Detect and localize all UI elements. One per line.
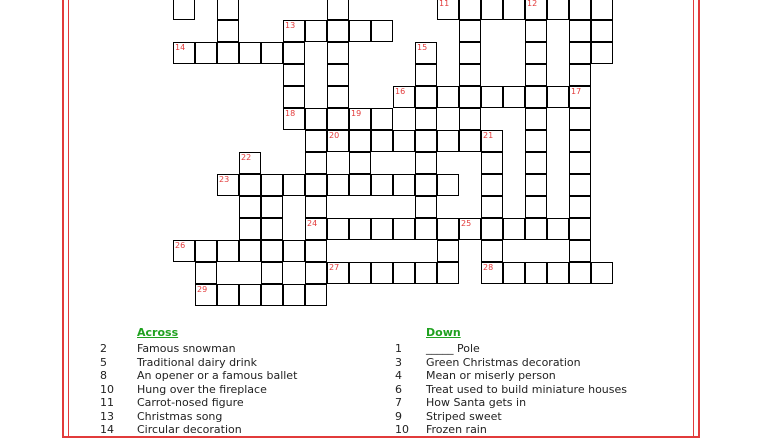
clue-number-label: 10 — [395, 423, 409, 436]
clue-number-label: 4 — [395, 369, 402, 382]
clue-number-label: 3 — [395, 355, 402, 369]
crossword-cell[interactable] — [569, 20, 591, 42]
clue-number: 27 — [329, 263, 340, 272]
crossword-cell[interactable] — [459, 20, 481, 42]
crossword-cell[interactable] — [327, 108, 349, 130]
crossword-cell[interactable] — [327, 64, 349, 86]
down-heading: Down — [426, 326, 461, 339]
crossword-cell[interactable] — [525, 174, 547, 196]
crossword-cell[interactable] — [503, 218, 525, 240]
clue-number: 17 — [571, 87, 582, 96]
crossword-cell[interactable] — [283, 42, 305, 64]
clue-number-label: 5 — [100, 355, 107, 369]
clue-number-label: 11 — [100, 396, 114, 409]
crossword-cell[interactable] — [393, 130, 415, 152]
crossword-cell[interactable] — [349, 152, 371, 174]
crossword-cell[interactable] — [569, 218, 591, 240]
crossword-cell[interactable] — [415, 174, 437, 196]
crossword-cell[interactable] — [569, 42, 591, 64]
crossword-cell[interactable] — [393, 218, 415, 240]
clue-number: 28 — [483, 263, 494, 272]
crossword-cell[interactable] — [173, 0, 195, 20]
crossword-cell[interactable] — [437, 262, 459, 284]
crossword-cell[interactable] — [481, 0, 503, 20]
crossword-cell[interactable] — [525, 20, 547, 42]
crossword-cell[interactable] — [547, 262, 569, 284]
crossword-cell[interactable] — [261, 196, 283, 218]
clue-number-label: 6 — [395, 382, 402, 396]
crossword-cell[interactable] — [415, 108, 437, 130]
crossword-cell[interactable] — [415, 152, 437, 174]
crossword-cell[interactable] — [261, 240, 283, 262]
crossword-cell[interactable] — [349, 262, 371, 284]
crossword-cell[interactable] — [261, 42, 283, 64]
clue-number-label: 2 — [100, 342, 107, 355]
crossword-cell[interactable] — [305, 196, 327, 218]
clue-number-label: 14 — [100, 423, 114, 436]
crossword-cell[interactable] — [239, 218, 261, 240]
crossword-cell[interactable] — [437, 218, 459, 240]
crossword-cell[interactable] — [217, 240, 239, 262]
crossword-cell[interactable] — [591, 42, 613, 64]
crossword-cell[interactable] — [239, 240, 261, 262]
crossword-cell[interactable] — [569, 240, 591, 262]
crossword-cell[interactable] — [415, 196, 437, 218]
crossword-cell[interactable] — [261, 262, 283, 284]
crossword-cell[interactable] — [371, 20, 393, 42]
crossword-cell[interactable] — [459, 86, 481, 108]
crossword-cell[interactable] — [547, 0, 569, 20]
crossword-cell[interactable] — [415, 130, 437, 152]
crossword-cell[interactable] — [283, 284, 305, 306]
crossword-cell[interactable] — [459, 42, 481, 64]
clue-number: 22 — [241, 153, 252, 162]
crossword-cell[interactable] — [569, 196, 591, 218]
crossword-cell[interactable] — [327, 20, 349, 42]
crossword-cell[interactable] — [481, 174, 503, 196]
crossword-cell[interactable] — [525, 130, 547, 152]
crossword-cell[interactable] — [305, 108, 327, 130]
clue-number-label: 9 — [395, 409, 402, 423]
crossword-cell[interactable] — [415, 64, 437, 86]
crossword-cell[interactable] — [305, 284, 327, 306]
clue-number: 14 — [175, 43, 186, 52]
crossword-cell[interactable] — [547, 218, 569, 240]
crossword-cell[interactable] — [569, 152, 591, 174]
crossword-cell[interactable] — [569, 0, 591, 20]
crossword-cell[interactable] — [481, 152, 503, 174]
crossword-cell[interactable] — [525, 86, 547, 108]
crossword-cell[interactable] — [283, 174, 305, 196]
crossword-cell[interactable] — [305, 240, 327, 262]
crossword-cell[interactable] — [305, 130, 327, 152]
crossword-cell[interactable] — [393, 174, 415, 196]
clue-text: Carrot-nosed figure — [137, 396, 244, 409]
crossword-cell[interactable] — [415, 86, 437, 108]
crossword-cell[interactable] — [261, 174, 283, 196]
clue-number: 24 — [307, 219, 318, 228]
crossword-cell[interactable] — [283, 86, 305, 108]
crossword-cell[interactable] — [437, 174, 459, 196]
crossword-cell[interactable] — [261, 218, 283, 240]
crossword-cell[interactable] — [305, 20, 327, 42]
crossword-cell[interactable] — [481, 240, 503, 262]
crossword-cell[interactable] — [481, 218, 503, 240]
crossword-cell[interactable] — [195, 262, 217, 284]
crossword-cell[interactable] — [371, 108, 393, 130]
clue-number: 16 — [395, 87, 406, 96]
clue-text: An opener or a famous ballet — [137, 369, 298, 382]
crossword-cell[interactable] — [327, 86, 349, 108]
crossword-cell[interactable] — [569, 174, 591, 196]
crossword-cell[interactable] — [195, 240, 217, 262]
crossword-cell[interactable] — [591, 262, 613, 284]
crossword-cell[interactable] — [195, 42, 217, 64]
crossword-cell[interactable] — [547, 86, 569, 108]
crossword-cell[interactable] — [261, 284, 283, 306]
clue-text: Treat used to build miniature houses — [426, 382, 628, 396]
crossword-cell[interactable] — [371, 262, 393, 284]
clue-number-label: 8 — [100, 369, 107, 382]
crossword-cell[interactable] — [349, 218, 371, 240]
crossword-cell[interactable] — [283, 240, 305, 262]
clue-number-label: 1 — [395, 342, 402, 355]
clue-number: 29 — [197, 285, 208, 294]
clue-number: 15 — [417, 43, 428, 52]
crossword-cell[interactable] — [217, 20, 239, 42]
clue-number: 20 — [329, 131, 340, 140]
crossword-cell[interactable] — [525, 218, 547, 240]
clue-text: Hung over the fireplace — [137, 382, 267, 396]
clue-number: 12 — [527, 0, 538, 8]
clue-number: 26 — [175, 241, 186, 250]
crossword-cell[interactable] — [349, 20, 371, 42]
clue-text: Famous snowman — [137, 342, 236, 355]
crossword-cell[interactable] — [437, 86, 459, 108]
clue-text: Green Christmas decoration — [426, 355, 581, 369]
crossword-cell[interactable] — [525, 42, 547, 64]
crossword-cell[interactable] — [459, 64, 481, 86]
crossword-cell[interactable] — [525, 64, 547, 86]
crossword-cell[interactable] — [305, 152, 327, 174]
crossword-cell[interactable] — [283, 64, 305, 86]
crossword-cell[interactable] — [217, 0, 239, 20]
crossword-cell[interactable] — [591, 0, 613, 20]
crossword-cell[interactable] — [327, 218, 349, 240]
crossword-cell[interactable] — [525, 196, 547, 218]
crossword-cell[interactable] — [239, 174, 261, 196]
crossword-cell[interactable] — [525, 152, 547, 174]
clue-text: Christmas song — [137, 409, 223, 423]
clue-number: 21 — [483, 131, 494, 140]
crossword-cell[interactable] — [459, 130, 481, 152]
clue-text: _____ Pole — [426, 342, 480, 355]
crossword-cell[interactable] — [239, 284, 261, 306]
crossword-cell[interactable] — [305, 174, 327, 196]
clue-number: 25 — [461, 219, 472, 228]
clue-number-label: 10 — [100, 382, 114, 396]
crossword-cell[interactable] — [503, 86, 525, 108]
crossword-cell[interactable] — [569, 108, 591, 130]
crossword-cell[interactable] — [481, 86, 503, 108]
crossword-cell[interactable] — [569, 64, 591, 86]
crossword-cell[interactable] — [437, 240, 459, 262]
clue-number-label: 7 — [395, 396, 402, 409]
crossword-cell[interactable] — [217, 284, 239, 306]
crossword-cell[interactable] — [305, 262, 327, 284]
clue-number: 18 — [285, 109, 296, 118]
clue-text: Traditional dairy drink — [137, 355, 257, 369]
crossword-cell[interactable] — [415, 218, 437, 240]
crossword-cell[interactable] — [437, 130, 459, 152]
crossword-cell[interactable] — [525, 108, 547, 130]
crossword-cell[interactable] — [327, 0, 349, 20]
crossword-cell[interactable] — [415, 262, 437, 284]
crossword-cell[interactable] — [239, 196, 261, 218]
crossword-cell[interactable] — [503, 262, 525, 284]
clue-text: Mean or miserly person — [426, 369, 556, 382]
clue-number: 19 — [351, 109, 362, 118]
crossword-cell[interactable] — [591, 20, 613, 42]
crossword-cell[interactable] — [217, 42, 239, 64]
crossword-cell[interactable] — [393, 262, 415, 284]
clue-number: 23 — [219, 175, 230, 184]
crossword-cell[interactable] — [459, 0, 481, 20]
crossword-cell[interactable] — [481, 196, 503, 218]
clue-number: 13 — [285, 21, 296, 30]
clue-text: Striped sweet — [426, 409, 502, 423]
clue-number: 11 — [439, 0, 450, 8]
across-heading: Across — [137, 326, 179, 339]
crossword-cell[interactable] — [459, 108, 481, 130]
crossword-cell[interactable] — [371, 218, 393, 240]
crossword-cell[interactable] — [569, 130, 591, 152]
crossword-cell[interactable] — [569, 262, 591, 284]
clue-number-label: 13 — [100, 409, 114, 423]
crossword-cell[interactable] — [327, 174, 349, 196]
crossword-cell[interactable] — [239, 42, 261, 64]
clue-text: Circular decoration — [137, 423, 242, 436]
crossword-cell[interactable] — [371, 174, 393, 196]
crossword-cell[interactable] — [503, 0, 525, 20]
crossword-cell[interactable] — [327, 42, 349, 64]
clue-text: Frozen rain — [426, 423, 487, 436]
crossword-cell[interactable] — [349, 174, 371, 196]
crossword-cell[interactable] — [525, 262, 547, 284]
crossword-cell[interactable] — [349, 130, 371, 152]
crossword-cell[interactable] — [371, 130, 393, 152]
clue-text: How Santa gets in — [426, 396, 527, 409]
